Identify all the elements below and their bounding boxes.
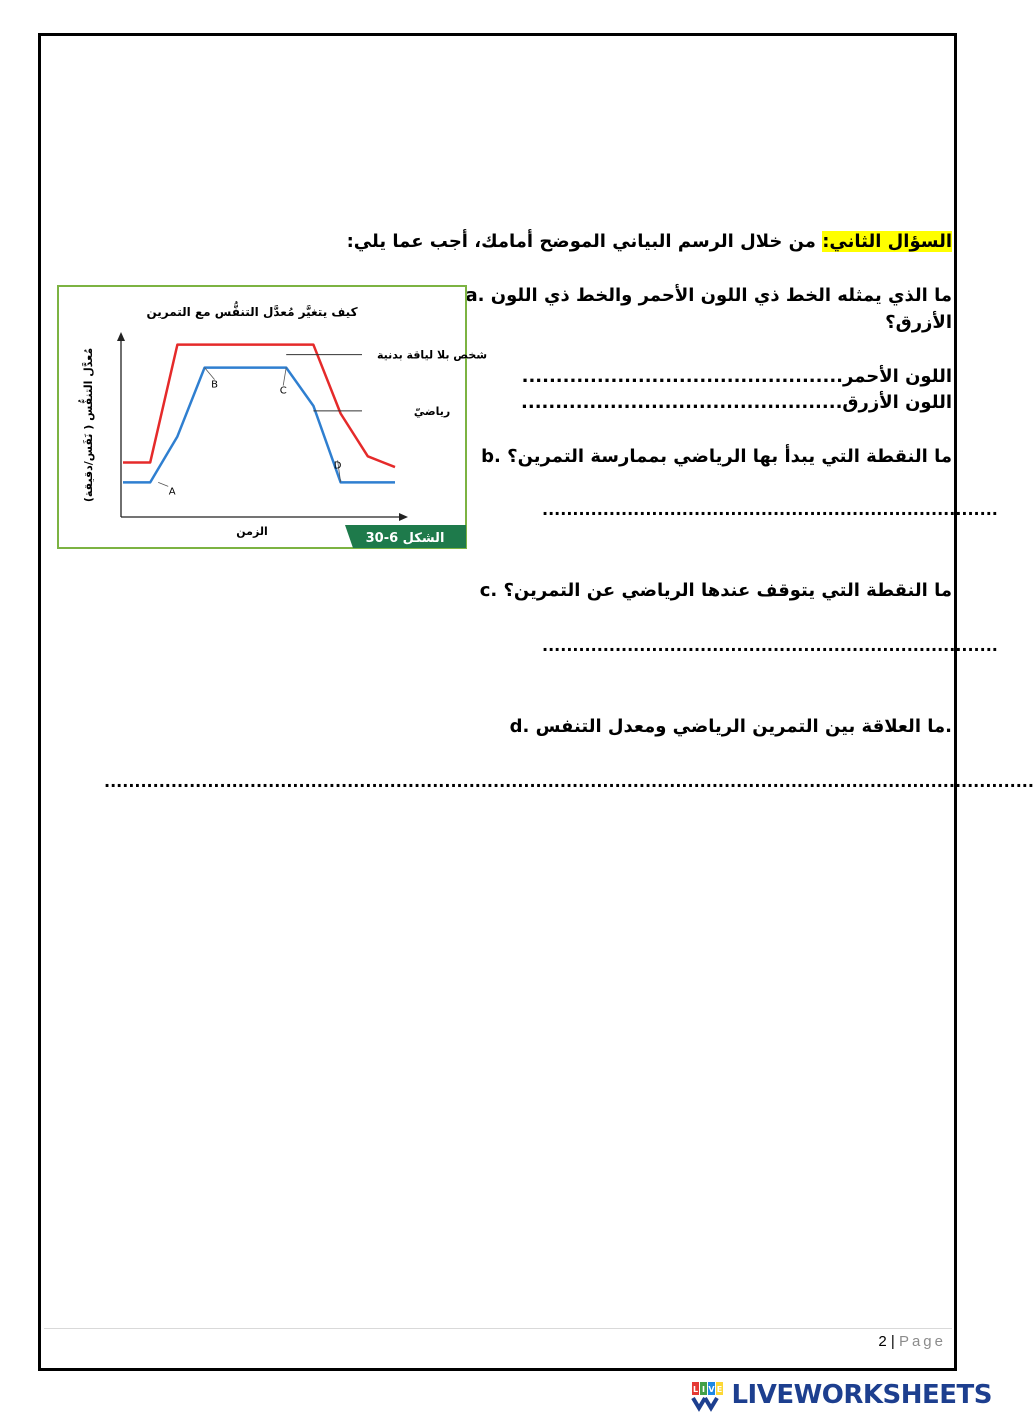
part-a-line1: ما الذي يمثله الخط ذي اللون الأحمر والخط ذي اللون (484, 285, 952, 306)
point-label-B: B (211, 379, 219, 391)
chart-title: كيف يتغيَّر مُعدَّل التنفُّس مع التمرين (146, 305, 358, 319)
part-b-answer-line[interactable]: ........................................................................... (542, 500, 998, 519)
brand-name: LIVEWORKSHEETS (731, 1380, 992, 1410)
red-answer-dots[interactable]: .............................................. (521, 366, 837, 387)
page-footer (878, 1333, 946, 1350)
part-c-text: ما النقطة التي يتوقف عندها الرياضي عن التمرين؟ (497, 580, 952, 601)
point-label-A: A (168, 486, 176, 498)
svg-text:E: E (717, 1385, 723, 1394)
page-word: Page (898, 1333, 946, 1350)
svg-text:I: I (702, 1385, 706, 1394)
question-label: السؤال الثاني: (822, 231, 952, 252)
legend-label-0: شخص بلا لياقة بدنية (376, 348, 488, 362)
x-axis-label: الزمن (236, 525, 268, 538)
red-label: اللون الأحمر. (836, 366, 952, 387)
part-c-letter: c. (479, 580, 498, 601)
part-b-letter: b. (481, 446, 501, 467)
part-c-question (480, 578, 952, 604)
part-d-text: ما العلاقة بين التمرين الرياضي ومعدل التنفس. (529, 716, 952, 737)
part-a-question-line2: الأزرق؟ (885, 312, 952, 333)
part-d-question (510, 714, 952, 740)
part-c-answer-line[interactable]: ........................................................................... (542, 636, 998, 655)
part-d-letter: d. (509, 716, 530, 737)
page-number: 2 (878, 1333, 887, 1350)
part-b-question (481, 444, 952, 470)
breathing-rate-chart (57, 285, 488, 549)
question-heading (347, 229, 952, 255)
chart-border (58, 286, 466, 548)
svg-text:L: L (693, 1385, 699, 1394)
figure-label: الشكل 6-30 (365, 531, 445, 546)
question-text: من خلال الرسم البياني الموضح أمامك، أجب عما يلي: (346, 231, 823, 252)
point-label-C: C (279, 385, 287, 397)
blue-answer-dots[interactable]: .............................................. (521, 392, 836, 413)
legend-label-1: رياضيّ (413, 404, 451, 418)
svg-text:V: V (708, 1385, 716, 1394)
footer-separator: | (886, 1333, 899, 1350)
y-axis-label: مُعدَّل التنفُّس ( نَفَس/دقيقة) (82, 347, 95, 503)
red-answer-row (522, 364, 952, 390)
liveworksheets-logo-icon (691, 1380, 727, 1410)
point-label-D: D (333, 460, 342, 472)
blue-answer-row (521, 390, 952, 416)
liveworksheets-brand[interactable] (691, 1378, 992, 1412)
part-a-letter: a. (465, 285, 485, 306)
blue-label: اللون الأزرق. (835, 392, 952, 413)
part-b-text: ما النقطة التي يبدأ بها الرياضي بممارسة التمرين؟ (500, 446, 952, 467)
part-a-question (466, 283, 953, 309)
part-d-answer-line[interactable]: ......................................................................................................................................................... (104, 772, 1034, 791)
footer-divider (44, 1328, 952, 1329)
